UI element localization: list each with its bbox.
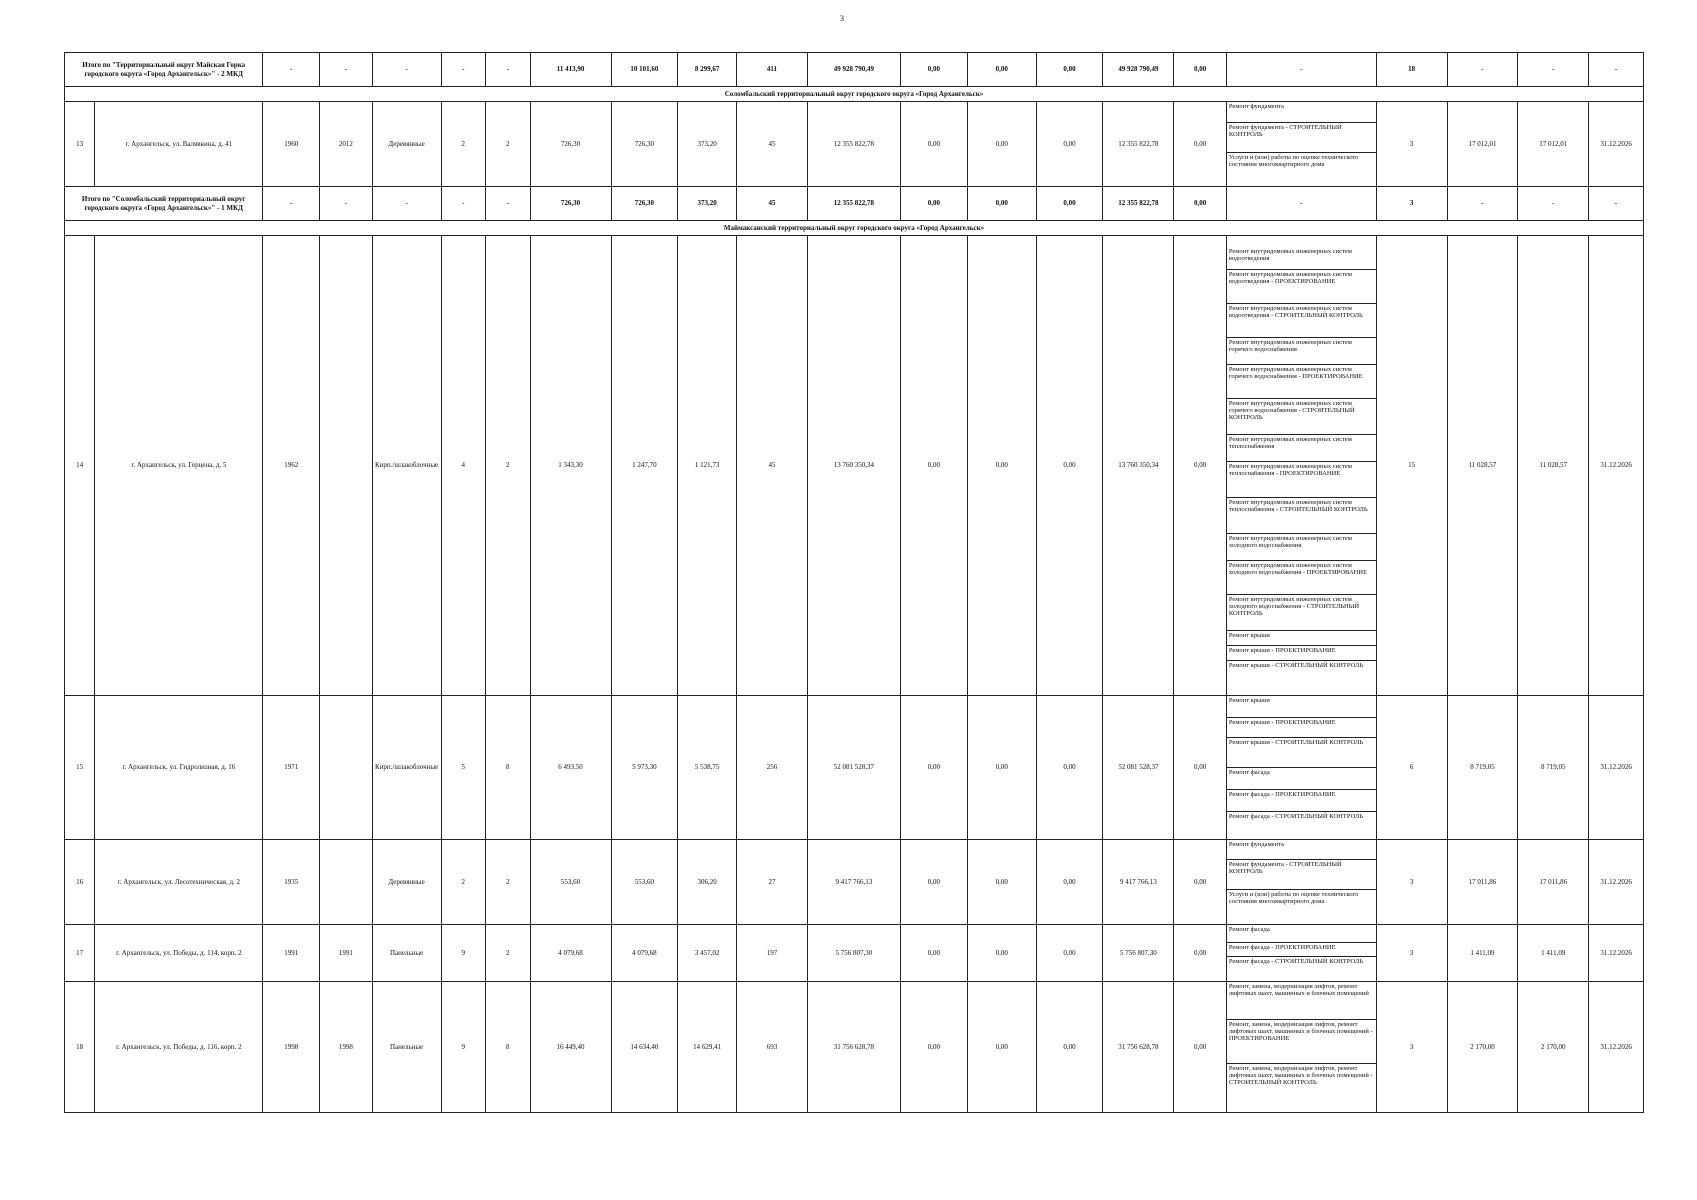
cell-owner-funds: 52 081 528,37 [1103,696,1174,840]
cell-residents: 45 [737,236,808,696]
cell: 0,00 [1174,696,1227,840]
total-label: Итого по "Территориальный округ Майская Горка городского округа «Город Архангельск»" - 2 МКД [65,53,263,87]
cell-count: 3 [1376,102,1447,187]
work-item: Ремонт фасада - СТРОИТЕЛЬНЫЙ КОНТРОЛЬ [1228,958,1363,965]
table-row [65,236,1644,696]
work-item: Ремонт внутридомовых инженерных систем теплоснабжения - СТРОИТЕЛЬНЫЙ КОНТРОЛЬ [1227,498,1376,534]
cell-area-residential: 726,30 [611,102,678,187]
cell-owner-funds: 12 355 822,78 [1103,102,1174,187]
cell-cost: 31 756 628,78 [807,982,900,1113]
cell-owner-funds: 31 756 628,78 [1103,982,1174,1113]
cell: 0,00 [900,982,967,1113]
cell-year-built: 1962 [263,236,320,696]
cell: - [1518,53,1589,87]
cell-unit-cost-max: 1 411,09 [1518,925,1589,982]
cell-area-living: 306,20 [678,840,737,925]
cell-floors: 2 [441,840,486,925]
cell: - [486,53,531,87]
cell-owner-funds: 49 928 790,49 [1103,53,1174,87]
table-row [65,840,1644,925]
cell-date: - [1589,53,1644,87]
cell-count: 3 [1376,187,1447,221]
work-item: Ремонт внутридомовых инженерных систем горячего водоснабжения - ПРОЕКТИРОВАНИЕ [1227,365,1376,399]
cell-area-residential: 726,30 [611,187,678,221]
work-item: Ремонт крыши - СТРОИТЕЛЬНЫЙ КОНТРОЛЬ [1227,738,1376,768]
cell-date: 31.12.2026 [1589,236,1644,696]
cell-num: 17 [65,925,95,982]
cell-num: 18 [65,982,95,1113]
cell-address: г. Архангельск, ул. Лесотехническая, д. 2 [95,840,263,925]
cell-year-built: 1960 [263,102,320,187]
cell-works [1226,236,1376,696]
work-item: Ремонт фундамента - СТРОИТЕЛЬНЫЙ КОНТРОЛЬ [1227,860,1376,890]
cell: 0,00 [1174,982,1227,1113]
cell: 0,00 [1174,840,1227,925]
cell-area-living: 1 121,73 [678,236,737,696]
cell-floors: 5 [441,696,486,840]
cell-date: 31.12.2026 [1589,696,1644,840]
cell: - [441,187,486,221]
work-item: Услуги и (или) работы по оценке технического состояния многоквартирного дома [1228,891,1359,906]
cell-floors: 2 [441,102,486,187]
cell: 0,00 [900,236,967,696]
cell-unit-cost-max: 8 719,05 [1518,696,1589,840]
cell-address: г. Архангельск, ул. Победы, д. 116, корп. 2 [95,982,263,1113]
cell-area-total: 1 343,30 [530,236,611,696]
cell-year-repair [320,696,373,840]
cell: - [1447,53,1518,87]
cell-unit-cost: 2 170,00 [1447,982,1518,1113]
work-item: Ремонт фундамента [1227,840,1376,860]
work-item: Ремонт внутридомовых инженерных систем водоотведения [1227,247,1376,270]
cell-address: г. Архангельск, ул. Гидролизная, д. 16 [95,696,263,840]
work-item: Ремонт, замена, модернизация лифтов, ремонт лифтовых шахт, машинных и блочных помещений - СТРОИТЕЛЬНЫЙ КОНТРОЛЬ [1228,1065,1373,1087]
cell-works: - [1226,53,1376,87]
work-item: Ремонт внутридомовых инженерных систем теплоснабжения - ПРОЕКТИРОВАНИЕ [1227,462,1376,498]
cell: 0,00 [1174,236,1227,696]
cell-year-repair: 2012 [320,102,373,187]
cell-count: 3 [1376,925,1447,982]
cell-owner-funds: 13 760 350,34 [1103,236,1174,696]
cell-area-total: 4 079,68 [530,925,611,982]
cell: 0,00 [1174,53,1227,87]
cell-date: 31.12.2026 [1589,840,1644,925]
cell-count: 18 [1376,53,1447,87]
cell-material: Деревянные [372,102,441,187]
cell-area-residential: 5 973,30 [611,696,678,840]
cell-cost: 49 928 790,49 [807,53,900,87]
table-row [65,696,1644,840]
section-row-solombala [65,87,1644,102]
cell: 0,00 [1036,696,1103,840]
work-item: Ремонт внутридомовых инженерных систем теплоснабжения [1227,435,1376,462]
work-item: Ремонт крыши - ПРОЕКТИРОВАНИЕ [1227,646,1376,661]
cell: - [441,53,486,87]
cell-cost: 5 756 807,30 [807,925,900,982]
cell-material: Кирп./шлакоблочные [372,236,441,696]
cell-area-total: 6 493,50 [530,696,611,840]
work-item: Ремонт фасада [1227,768,1376,790]
cell-area-total: 11 413,90 [530,53,611,87]
cell: 0,00 [1036,236,1103,696]
cell-cost: 13 760 350,34 [807,236,900,696]
cell-address: г. Архангельск, ул. Валявкина, д. 41 [95,102,263,187]
cell-owner-funds: 9 417 766,13 [1103,840,1174,925]
cell-cost: 12 355 822,78 [807,102,900,187]
cell-area-residential: 553,60 [611,840,678,925]
cell-entrances: 2 [486,840,531,925]
cell: 0,00 [1174,925,1227,982]
cell-entrances: 8 [486,696,531,840]
cell-year-built: 1998 [263,982,320,1113]
cell-date: 31.12.2026 [1589,102,1644,187]
cell-num: 14 [65,236,95,696]
cell: 0,00 [967,925,1036,982]
cell-owner-funds: 12 355 822,78 [1103,187,1174,221]
cell-floors: 9 [441,982,486,1113]
cell-owner-funds: 5 756 807,30 [1103,925,1174,982]
cell-area-residential: 14 634,40 [611,982,678,1113]
cell: - [320,53,373,87]
cell-area-residential: 1 247,70 [611,236,678,696]
cell-count: 3 [1376,840,1447,925]
cell: 0,00 [1036,925,1103,982]
cell-year-repair [320,840,373,925]
cell-address: г. Архангельск, ул. Победы, д. 114, корп. 2 [95,925,263,982]
cell-date: 31.12.2026 [1589,925,1644,982]
cell-area-living: 3 457,02 [678,925,737,982]
cell-count: 15 [1376,236,1447,696]
cell-entrances: 2 [486,236,531,696]
work-item: Услуги и (или) работы по оценке технического состояния многоквартирного дома [1228,154,1359,169]
work-item: Ремонт фасада - СТРОИТЕЛЬНЫЙ КОНТРОЛЬ [1228,813,1363,820]
cell-address: г. Архангельск, ул. Герцена, д. 5 [95,236,263,696]
cell: 0,00 [967,102,1036,187]
cell: 0,00 [900,696,967,840]
cell-residents: 27 [737,840,808,925]
cell-year-repair: 1991 [320,925,373,982]
cell-date: - [1589,187,1644,221]
cell-entrances: 2 [486,925,531,982]
cell-area-living: 5 538,75 [678,696,737,840]
cell-cost: 12 355 822,78 [807,187,900,221]
cell-area-total: 726,30 [530,187,611,221]
cell-area-living: 14 629,41 [678,982,737,1113]
cell: 0,00 [967,696,1036,840]
cell-year-repair [320,236,373,696]
table-row [65,102,1644,187]
cell-works [1226,840,1376,925]
work-item: Ремонт фундамента [1227,102,1376,123]
cell-floors: 4 [441,236,486,696]
cell: 0,00 [1036,982,1103,1113]
cell-unit-cost: 17 012,01 [1447,102,1518,187]
table-row [65,982,1644,1113]
cell-floors: 9 [441,925,486,982]
cell-year-repair: 1998 [320,982,373,1113]
cell-unit-cost: 11 028,57 [1447,236,1518,696]
cell-year-built: 1935 [263,840,320,925]
cell: 0,00 [900,925,967,982]
cell-works [1226,925,1376,982]
cell-num: 16 [65,840,95,925]
cell: - [320,187,373,221]
cell-works: - [1226,187,1376,221]
total-row-maiskaya-gorka [65,53,1644,87]
cell-residents: 45 [737,187,808,221]
cell-material: Кирп./шлакоблочные [372,696,441,840]
cell-material: Панельные [372,982,441,1113]
cell-area-total: 726,30 [530,102,611,187]
cell: 0,00 [967,187,1036,221]
cell: 0,00 [900,102,967,187]
cell: - [263,53,320,87]
work-item: Ремонт крыши - ПРОЕКТИРОВАНИЕ [1227,718,1376,738]
cell: 0,00 [1036,102,1103,187]
cell: - [486,187,531,221]
work-item: Ремонт внутридомовых инженерных систем водоотведения - СТРОИТЕЛЬНЫЙ КОНТРОЛЬ [1227,304,1376,338]
cell-area-living: 373,20 [678,102,737,187]
cell-works [1226,696,1376,840]
cell-residents: 411 [737,53,808,87]
cell: 0,00 [900,840,967,925]
cell: 0,00 [967,53,1036,87]
cell-area-living: 373,20 [678,187,737,221]
cell-cost: 52 081 528,37 [807,696,900,840]
cell-residents: 197 [737,925,808,982]
cell: 0,00 [900,187,967,221]
section-title: Маймаксанский территориальный округ городского округа «Город Архангельск» [65,221,1644,236]
cell: 0,00 [967,982,1036,1113]
cell: - [263,187,320,221]
work-item: Ремонт внутридомовых инженерных систем холодного водоснабжения - ПРОЕКТИРОВАНИЕ [1227,561,1376,595]
cell: 0,00 [1036,53,1103,87]
cell: 0,00 [1174,102,1227,187]
cell: 0,00 [967,840,1036,925]
cell-unit-cost-max: 11 028,57 [1518,236,1589,696]
work-item: Ремонт фасада [1227,925,1376,943]
cell-cost: 9 417 766,13 [807,840,900,925]
cell-area-total: 553,60 [530,840,611,925]
work-item: Ремонт, замена, модернизация лифтов, ремонт лифтовых шахт, машинных и блочных помещений [1227,982,1376,1020]
cell-works [1226,102,1376,187]
total-label: Итого по "Соломбальский территориальный округ городского округа «Город Архангельск»" - 1 МКД [65,187,263,221]
cell-unit-cost: 8 719,05 [1447,696,1518,840]
cell: 0,00 [1174,187,1227,221]
repair-program-table [64,52,1644,1113]
cell-entrances: 2 [486,102,531,187]
cell: - [372,187,441,221]
cell: 0,00 [1036,840,1103,925]
cell-entrances: 8 [486,982,531,1113]
cell-date: 31.12.2026 [1589,982,1644,1113]
cell-residents: 256 [737,696,808,840]
cell: 0,00 [967,236,1036,696]
work-item: Ремонт, замена, модернизация лифтов, ремонт лифтовых шахт, машинных и блочных помещений - ПРОЕКТИРОВАНИЕ [1227,1020,1376,1064]
cell-material: Деревянные [372,840,441,925]
cell-unit-cost-max: 17 011,86 [1518,840,1589,925]
work-item: Ремонт внутридомовых инженерных систем водоотведения - ПРОЕКТИРОВАНИЕ [1227,270,1376,304]
cell-area-total: 16 449,40 [530,982,611,1113]
cell-count: 3 [1376,982,1447,1113]
cell-area-residential: 10 101,60 [611,53,678,87]
work-item: Ремонт крыши [1227,631,1376,646]
table-row [65,925,1644,982]
page-number: 3 [840,14,844,23]
work-item: Ремонт внутридомовых инженерных систем холодного водоснабжения [1227,534,1376,561]
work-item: Ремонт крыши [1227,696,1376,718]
cell: 0,00 [900,53,967,87]
cell: - [1518,187,1589,221]
cell-unit-cost-max: 17 012,01 [1518,102,1589,187]
cell-count: 6 [1376,696,1447,840]
cell-residents: 693 [737,982,808,1113]
work-item: Ремонт крыши - СТРОИТЕЛЬНЫЙ КОНТРОЛЬ [1228,661,1364,669]
cell-works [1226,982,1376,1113]
cell-unit-cost: 17 011,86 [1447,840,1518,925]
cell: 0,00 [1036,187,1103,221]
work-item: Ремонт фундамента - СТРОИТЕЛЬНЫЙ КОНТРОЛЬ [1227,123,1376,153]
cell-unit-cost: 1 411,09 [1447,925,1518,982]
section-row-maimaksa [65,221,1644,236]
cell-num: 13 [65,102,95,187]
work-item: Ремонт внутридомовых инженерных систем горячего водоснабжения - СТРОИТЕЛЬНЫЙ КОНТРОЛЬ [1227,399,1376,435]
cell-area-residential: 4 079,68 [611,925,678,982]
cell-year-built: 1971 [263,696,320,840]
cell-year-built: 1991 [263,925,320,982]
capital-repair-table [64,52,1644,1113]
work-item: Ремонт фасада - ПРОЕКТИРОВАНИЕ [1227,790,1376,812]
cell: - [1447,187,1518,221]
cell-residents: 45 [737,102,808,187]
work-item: Ремонт внутридомовых инженерных систем горячего водоснабжения [1227,338,1376,365]
total-row-solombala [65,187,1644,221]
work-item: Ремонт внутридомовых инженерных систем холодного водоснабжения - СТРОИТЕЛЬНЫЙ КОНТРОЛЬ [1227,595,1376,631]
cell-num: 15 [65,696,95,840]
section-title: Соломбальский территориальный округ городского округа «Город Архангельск» [65,87,1644,102]
cell-material: Панельные [372,925,441,982]
work-item: Ремонт фасада - ПРОЕКТИРОВАНИЕ [1227,943,1376,957]
cell-unit-cost-max: 2 170,00 [1518,982,1589,1113]
cell: - [372,53,441,87]
cell-area-living: 8 299,67 [678,53,737,87]
